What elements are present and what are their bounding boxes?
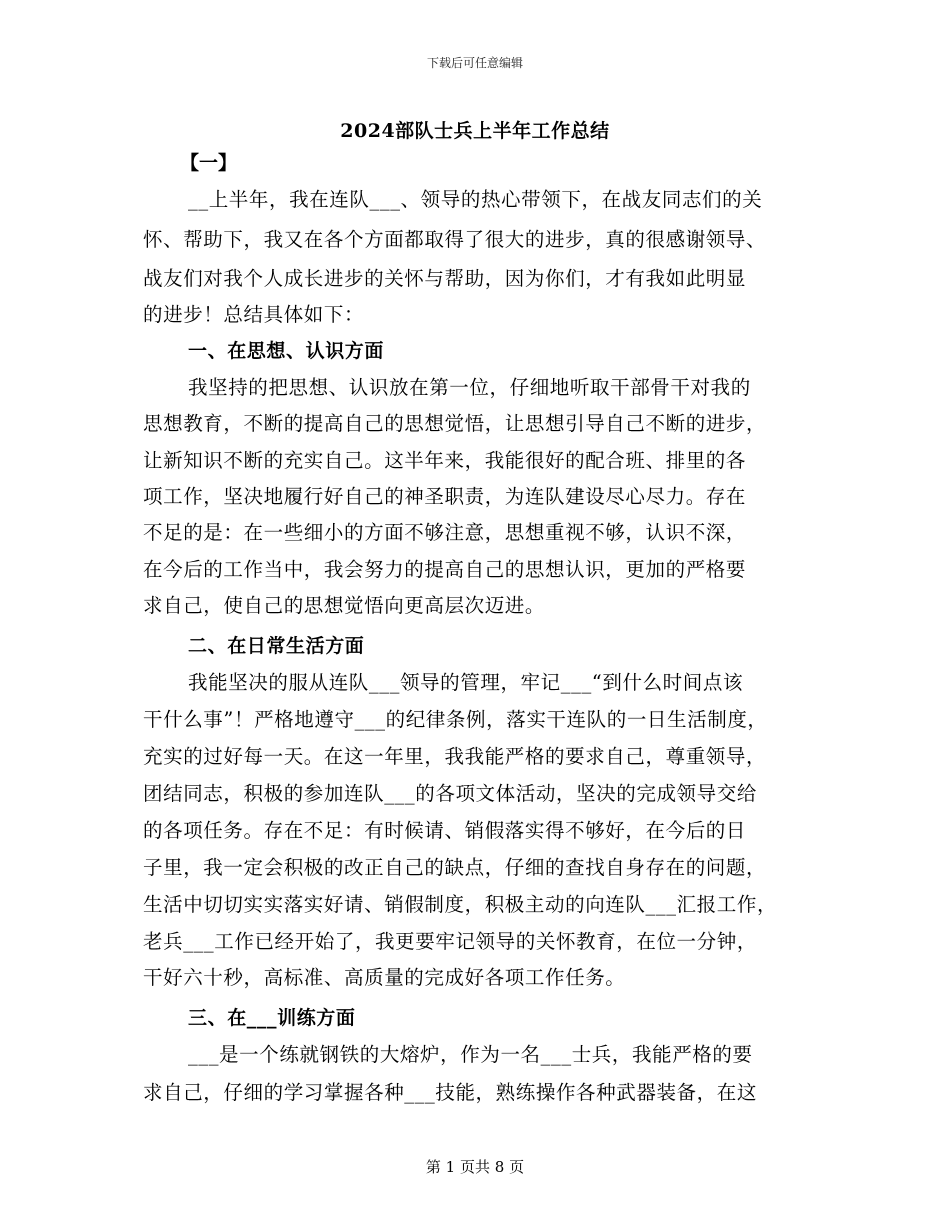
paragraph-line: 在今后的工作当中，我会努力的提高自己的思想认识，更加的严格要 — [143, 558, 747, 581]
paragraph-line: 干什么事”！严格地遵守___的纪律条例，落实干连队的一日生活制度， — [143, 708, 768, 731]
paragraph-line: 我坚持的把思想、认识放在第一位，仔细地听取干部骨干对我的 — [188, 376, 751, 399]
paragraph-line: 求自己，使自己的思想觉悟向更高层次迈进。 — [143, 594, 546, 617]
paragraph-line: 项工作，坚决地履行好自己的神圣职责，为连队建设尽心尽力。存在 — [143, 485, 747, 508]
section-mark: 【一】 — [180, 152, 238, 174]
paragraph-line: 我能坚决的服从连队___领导的管理，牢记___“到什么时间点该 — [188, 671, 744, 694]
paragraph-line: 的进步！总结具体如下： — [143, 303, 365, 326]
paragraph-line: 思想教育，不断的提高自己的思想觉悟，让思想引导自己不断的进步， — [143, 412, 767, 435]
paragraph-line: 让新知识不断的充实自己。这半年来，我能很好的配合班、排里的各 — [143, 449, 747, 472]
paragraph-line: 团结同志，积极的参加连队___的各项文体活动，坚决的完成领导交给 — [143, 782, 757, 805]
section-heading: 一、在思想、认识方面 — [188, 340, 385, 362]
header-note: 下载后可任意编辑 — [426, 56, 523, 70]
paragraph-line: 充实的过好每一天。在这一年里，我我能严格的要求自己，尊重领导， — [143, 745, 767, 768]
paragraph-line: 子里，我一定会积极的改正自己的缺点，仔细的查找自身存在的问题， — [143, 856, 767, 879]
document-title: 2024部队士兵上半年工作总结 — [340, 120, 610, 142]
section-heading: 二、在日常生活方面 — [188, 635, 365, 657]
section-heading: 三、在___训练方面 — [188, 1007, 356, 1029]
paragraph-line: ___是一个练就钢铁的大熔炉，作为一名___士兵，我能严格的要 — [188, 1043, 753, 1066]
paragraph-line: 战友们对我个人成长进步的关怀与帮助，因为你们，才有我如此明显 — [143, 267, 747, 290]
paragraph-line: 干好六十秒，高标准、高质量的完成好各项工作任务。 — [143, 966, 626, 989]
paragraph-line: 老兵___工作已经开始了，我更要牢记领导的关怀教育，在位一分钟， — [143, 930, 757, 953]
page-footer: 第 1 页共 8 页 — [425, 1158, 525, 1176]
paragraph-line: 生活中切切实实落实好请、销假制度，积极主动的向连队___汇报工作， — [143, 893, 778, 916]
paragraph-line: 怀、帮助下，我又在各个方面都取得了很大的进步，真的很感谢领导、 — [143, 228, 767, 251]
paragraph-line: __上半年，我在连队___、领导的热心带领下，在战友同志们的关 — [188, 188, 763, 211]
paragraph-line: 不足的是：在一些细小的方面不够注意，思想重视不够，认识不深， — [143, 521, 747, 544]
paragraph-line: 的各项任务。存在不足：有时候请、销假落实得不够好，在今后的日 — [143, 819, 747, 842]
paragraph-line: 求自己，仔细的学习掌握各种___技能，熟练操作各种武器装备，在这 — [143, 1081, 757, 1104]
